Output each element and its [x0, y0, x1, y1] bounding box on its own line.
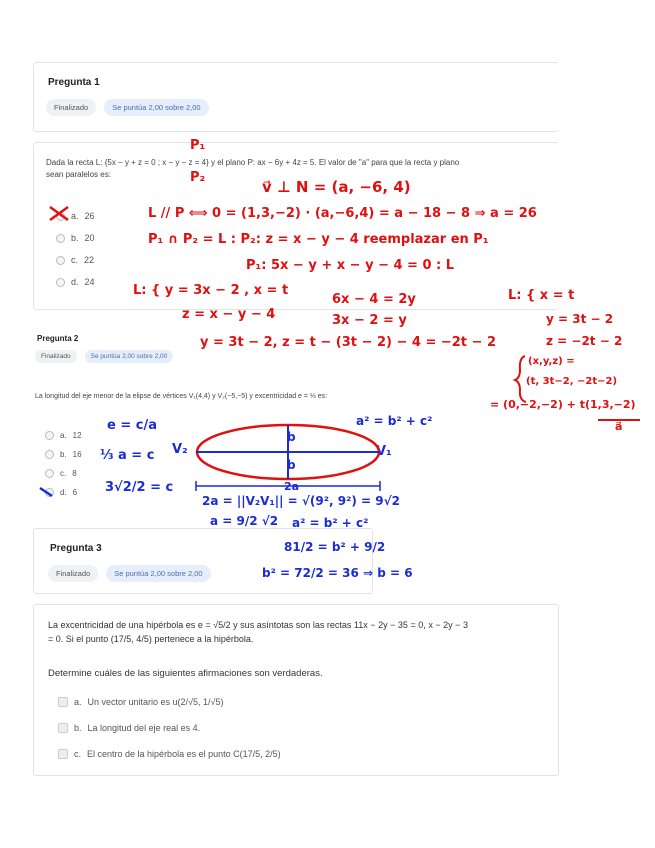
annotation-v2: V₂ — [172, 442, 188, 457]
annotation-line-system-2: z = x − y − 4 — [182, 307, 276, 322]
annotation-line-system-1: L: { y = 3x − 2 , x = t — [133, 283, 289, 298]
annotation-L-x: L: { x = t — [508, 288, 575, 303]
option-c[interactable]: c. 8 — [45, 464, 82, 483]
option-b[interactable]: b. 16 — [45, 445, 82, 464]
annotation-L-z: z = −2t − 2 — [546, 334, 623, 348]
annotation-normal-vector: v⃗ ⊥ N = (a, −6, 4) — [262, 178, 411, 196]
annotation-c-value: 3√2/2 = c — [105, 480, 174, 495]
checkbox-a[interactable] — [58, 697, 68, 707]
annotation-c-relation: ⅓ a = c — [100, 448, 155, 463]
annotation-v1: V₁ — [376, 444, 392, 459]
radio-a[interactable] — [56, 212, 65, 221]
radio-a[interactable] — [45, 431, 54, 440]
question-1-body — [33, 142, 559, 310]
annotation-direction-vector: a⃗ — [615, 420, 623, 433]
annotation-solve-2: 3x − 2 = y — [332, 313, 407, 328]
question-2-title: Pregunta 2 — [37, 334, 79, 343]
annotation-eccentricity: e = c/a — [107, 418, 157, 433]
annotation-p1: P₁ — [190, 138, 206, 153]
option-a[interactable]: a. 26 — [56, 205, 95, 227]
score-badge: Se puntúa 2,00 sobre 2,00 — [85, 350, 174, 363]
annotation-a-value: a = 9/2 √2 — [210, 514, 279, 528]
status-badge: Finalizado — [48, 565, 98, 582]
question-3-title: Pregunta 3 — [50, 543, 102, 554]
annotation-pythagoras: a² = b² + c² — [356, 414, 433, 428]
option-d[interactable]: d. 24 — [56, 271, 95, 293]
question-1-options — [56, 205, 95, 293]
annotation-pythagoras-2: a² = b² + c² — [292, 516, 369, 530]
annotation-b-bottom: b — [287, 458, 296, 472]
question-1-card — [33, 62, 559, 132]
question-3-prompt: La excentricidad de una hipérbola es e = √5/2 y sus asíntotas son las rectas 11x − 2y − 35 = 0, x − 2y − 3 = 0. Si el punto (17/5, 4/5) pertenece a la hipérbola. — [48, 620, 468, 644]
radio-d[interactable] — [45, 488, 54, 497]
radio-c[interactable] — [45, 469, 54, 478]
question-3-options — [58, 689, 281, 767]
score-badge: Se puntúa 2,00 sobre 2,00 — [106, 565, 210, 582]
annotation-parallel-condition: L // P ⟺ 0 = (1,3,−2) · (a,−6,4) = a − 18 − 8 ⇒ a = 26 — [148, 206, 537, 221]
option-b[interactable]: b. La longitud del eje real es 4. — [58, 715, 281, 741]
checkbox-c[interactable] — [58, 749, 68, 759]
option-c[interactable]: c. 22 — [56, 249, 95, 271]
option-b[interactable]: b. 20 — [56, 227, 95, 249]
annotation-xyz: (x,y,z) = — [528, 356, 575, 367]
option-a[interactable]: a. Un vector unitario es u(2/√5, 1/√5) — [58, 689, 281, 715]
question-3-card — [33, 528, 373, 594]
checkbox-b[interactable] — [58, 723, 68, 733]
annotation-L-y: y = 3t − 2 — [546, 312, 614, 326]
question-2-prompt: La longitud del eje menor de la elipse de vértices V₁(4,4) y V₂(−5,−5) y excentricidad e = ⅓ es: — [35, 393, 328, 400]
question-1-title: Pregunta 1 — [48, 77, 100, 88]
radio-d[interactable] — [56, 278, 65, 287]
question-3-body — [33, 604, 559, 776]
score-badge: Se puntúa 2,00 sobre 2,00 — [104, 99, 208, 116]
annotation-b-result: b² = 72/2 = 36 ⇒ b = 6 — [262, 566, 413, 580]
annotation-p2: P₂ — [190, 170, 206, 185]
annotation-xyz-param: (t, 3t−2, −2t−2) — [526, 376, 618, 387]
annotation-substitution: 81/2 = b² + 9/2 — [284, 540, 386, 554]
annotation-p1-substitution: P₁: 5x − y + x − y − 4 = 0 : L — [246, 258, 455, 273]
status-badge: Finalizado — [46, 99, 96, 116]
option-a[interactable]: a. 12 — [45, 426, 82, 445]
option-d[interactable]: d. 6 — [45, 483, 82, 502]
annotation-vector-form: = (0,−2,−2) + t(1,3,−2) — [490, 398, 636, 411]
question-2-options — [45, 426, 82, 502]
radio-b[interactable] — [56, 234, 65, 243]
annotation-2a-distance: 2a = ||V₂V₁|| = √(9², 9²) = 9√2 — [202, 494, 400, 508]
radio-c[interactable] — [56, 256, 65, 265]
radio-b[interactable] — [45, 450, 54, 459]
annotation-parametric: y = 3t − 2, z = t − (3t − 2) − 4 = −2t − 2 — [200, 335, 497, 350]
annotation-intersection: P₁ ∩ P₂ = L : P₂: z = x − y − 4 reemplazar en P₁ — [148, 232, 489, 247]
question-1-prompt: Dada la recta L: {5x − y + z = 0 ; x − y − z = 4} y el plano P: ax − 6y + 4z = 5. El valor de "a" para que la recta y plano sean paralelos es: — [46, 158, 460, 179]
status-badge: Finalizado — [35, 350, 77, 363]
annotation-2a-label: 2a — [284, 480, 300, 493]
option-c[interactable]: c. El centro de la hipérbola es el punto C(17/5, 2/5) — [58, 741, 281, 767]
annotation-b-top: b — [287, 430, 296, 444]
annotation-solve-1: 6x − 4 = 2y — [332, 292, 416, 307]
question-3-instruction: Determine cuáles de las siguientes afirmaciones son verdaderas. — [48, 668, 323, 679]
